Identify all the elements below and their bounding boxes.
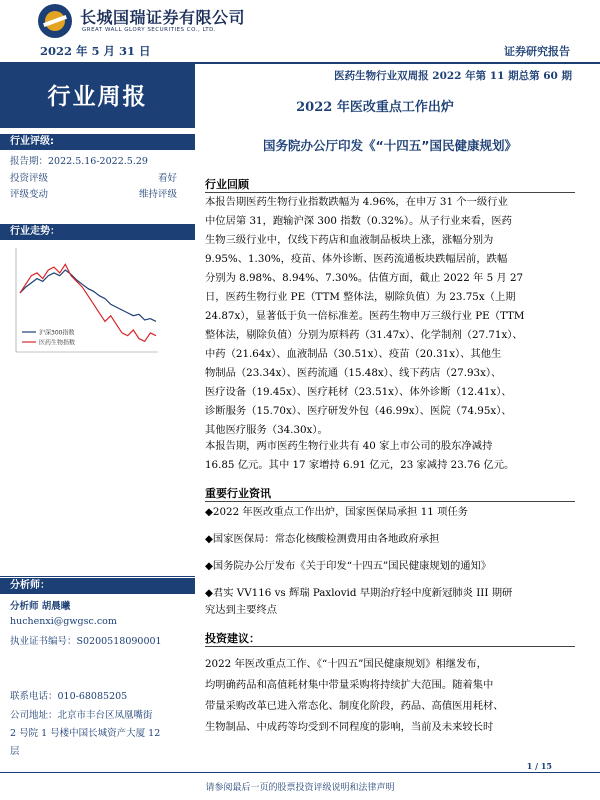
news-item: ◆君实 VV116 vs 辉瑞 Paxlovid 早期治疗轻中度新冠肺炎 III 期研: [205, 587, 513, 599]
report-type: 证券研究报告: [504, 45, 570, 58]
sidebar-title-box: [0, 64, 195, 128]
news-list: [205, 504, 577, 619]
company-address-line-2: 2 号院 1 号楼中国长城资产大厦 12: [10, 728, 161, 739]
company-name-cn: 长城国瑞证券有限公司: [80, 8, 246, 27]
company-address-line-1: 公司地址：北京市丰台区凤凰嘴街: [10, 710, 153, 721]
legend-label-1: 医药生物指数: [39, 339, 76, 347]
company-address-line-3: 层: [10, 746, 20, 757]
license-number: 执业证书编号：S0200518090001: [10, 636, 162, 647]
advice-divider: [205, 646, 575, 647]
news-heading: 重要行业资讯: [205, 487, 271, 500]
company-name-en: GREAT WALL GLORY SECURITIES CO., LTD.: [82, 27, 217, 33]
rating-value: 看好: [157, 173, 177, 184]
industry-trend-chart: [10, 246, 160, 356]
analyst-name: 分析师 胡晨曦: [10, 601, 71, 612]
trend-heading: 行业走势：: [0, 224, 195, 240]
holdings-line: 16.85 亿元。其中 17 家增持 6.91 亿元，23 家减持 23.76 亿元。: [205, 459, 515, 471]
advice-line: 均明确药品和高值耗材集中带量采购将持续扩大范围。随着集中: [205, 679, 494, 691]
report-series: 医药生物行业双周报 2022 年第 11 期总第 60 期: [334, 70, 572, 82]
sidebar: [0, 64, 195, 788]
report-title: 2022 年医改重点工作出炉: [296, 100, 454, 115]
review-line: 物制品（23.34x）、医药流通（15.48x）、线下药店（27.93x）、: [205, 367, 502, 379]
review-line: 医疗设备（19.45x）、医疗耗材（23.51x）、体外诊断（12.41x）、: [205, 386, 512, 398]
advice-heading: 投资建议：: [205, 632, 260, 645]
footer-divider: [0, 772, 600, 773]
contact-phone: 联系电话：010-68085205: [10, 691, 128, 702]
holdings-paragraph: [205, 437, 577, 475]
legend-label-0: 沪深300指数: [39, 329, 75, 337]
review-line: 诊断服务（15.70x）、医疗研发外包（46.99x）、医院（74.95x）、: [205, 405, 512, 417]
footer-disclaimer[interactable]: 请参阅最后一页的股票投资评级说明和法律声明: [205, 783, 395, 793]
review-line: 分别为 8.98%、8.94%、7.30%。估值方面，截止 2022 年 5 月 27: [205, 272, 524, 284]
analyst-email[interactable]: huchenxi@gwgsc.com: [10, 616, 117, 627]
review-line: 生物三级行业中，仅线下药店和血液制品板块上涨，涨幅分别为: [205, 234, 494, 246]
report-period: 报告期：2022.5.16-2022.5.29: [10, 156, 148, 167]
review-line: 中位居第 31，跑输沪深 300 指数（0.32%）。从子行业来看，医药: [205, 215, 512, 227]
sidebar-title: 行业周报: [47, 84, 148, 110]
company-logo: [38, 4, 72, 38]
review-line: 24.87x），显著低于负一倍标准差。医药生物申万三级行业 PE（TTM: [205, 310, 525, 322]
sidebar-divider: [0, 576, 195, 577]
chart-axes: [16, 248, 158, 352]
rating-change-value: 维持评级: [138, 189, 177, 200]
rating-change-label: 评级变动: [10, 189, 49, 200]
analyst-heading: 分析师：: [0, 578, 195, 594]
news-item: ◆2022 年医改重点工作出炉，国家医保局承担 11 项任务: [205, 506, 468, 518]
advice-paragraph: [205, 654, 577, 738]
chart-legend: [22, 329, 75, 347]
advice-line: 带量采购改革已进入常态化、制度化阶段，药品、高值医用耗材、: [205, 700, 504, 712]
review-heading: 行业回顾: [205, 178, 249, 191]
holdings-line: 本报告期，两市医药生物行业共有 40 家上市公司的股东净减持: [205, 440, 493, 452]
review-line: 中药（21.64x）、血液制品（30.51x）、疫苗（20.31x）、其他生: [205, 348, 502, 360]
review-line: 本报告期医药生物行业指数跌幅为 4.96%，在申万 31 个一级行业: [205, 196, 508, 208]
advice-line: 2022 年医改重点工作、《“十四五”国民健康规划》相继发布，: [205, 658, 487, 670]
page-number: 1 / 15: [526, 761, 552, 771]
review-line: 其他医疗服务（34.30x）。: [205, 424, 328, 436]
report-date: 2022 年 5 月 31 日: [40, 44, 151, 58]
review-line: 日，医药生物行业 PE（TTM 整体法，剔除负值）为 23.75x（上期: [205, 291, 516, 303]
news-divider: [205, 501, 575, 502]
news-item: ◆国务院办公厅发布《关于印发“十四五”国民健康规划的通知》: [205, 560, 492, 572]
rating-label: 投资评级: [10, 173, 49, 184]
review-paragraph: [205, 193, 577, 440]
rating-heading: 行业评级:: [0, 134, 195, 150]
news-item: ◆国家医保局：常态化核酸检测费用由各地政府承担: [205, 533, 440, 545]
news-item-continued: 究达到主要终点: [205, 604, 278, 616]
review-line: 整体法，剔除负值）分别为原料药（31.47x）、化学制剂（27.71x）、: [205, 329, 523, 341]
report-subtitle: 国务院办公厅印发《“十四五”国民健康规划》: [263, 138, 517, 153]
review-line: 9.95%、1.30%，疫苗、体外诊断、医药流通板块跌幅居前，跌幅: [205, 253, 508, 265]
advice-line: 生物制品、中成药等均受到不同程度的影响，当前及未来较长时: [205, 721, 494, 733]
